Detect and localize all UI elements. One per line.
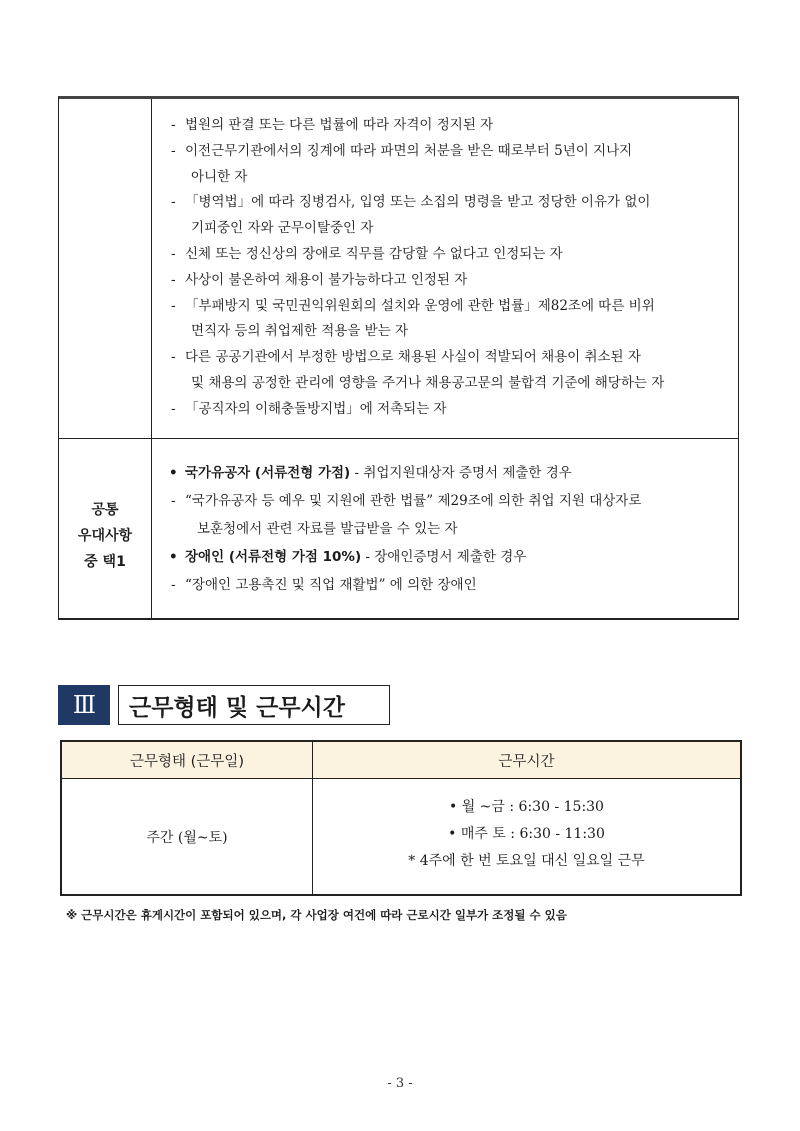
disabled-preference <box>167 543 737 571</box>
dash-icon: - <box>171 577 176 593</box>
preference-label-line: 우대사항 <box>77 528 133 544</box>
qualification-table <box>58 96 739 620</box>
disqualification-item <box>171 397 736 423</box>
veteran-detail <box>167 487 737 515</box>
dash-icon: - <box>171 349 176 366</box>
preference-label <box>59 451 151 621</box>
table-row-divider <box>59 438 738 439</box>
table-column-divider <box>151 99 152 618</box>
disqualification-item <box>171 190 736 216</box>
work-hours-table <box>60 740 742 896</box>
disqualification-item <box>171 242 736 268</box>
bullet-icon: • <box>169 465 178 481</box>
disqualification-text: 기피중인 자와 군무이탈중인 자 <box>191 220 374 237</box>
dash-icon: - <box>171 117 176 133</box>
dash-icon: - <box>171 194 176 211</box>
disqualification-text: 및 채용의 공정한 관리에 영향을 주거나 채용공고문의 불합격 기준에 해당하는 자 <box>191 374 665 391</box>
dash-icon: - <box>171 142 176 159</box>
work-type-value: 주간 (월~토) <box>146 829 228 846</box>
dash-icon: - <box>171 400 176 417</box>
footnote: ※ 근무시간은 휴게시간이 포함되어 있으며, 각 사업장 여건에 따라 근로시간 일부가 조정될 수 있음 <box>66 908 567 922</box>
disqualification-text: 법원의 판결 또는 다른 법률에 따라 자격이 정지된 자 <box>185 117 494 133</box>
disqualification-text: 다른 공공기관에서 부정한 방법으로 채용된 사실이 적발되어 채용이 취소된 자 <box>185 349 641 366</box>
disqualification-item <box>171 216 736 242</box>
disqualification-text: 아니한 자 <box>191 168 248 185</box>
disqualification-item <box>171 294 736 320</box>
header-work-type: 근무형태 (근무일) <box>130 753 244 770</box>
disabled-title: 장애인 (서류전형 가점 10%) <box>185 549 362 565</box>
disqualification-text: 사상이 불온하여 채용이 불가능하다고 인정된 자 <box>185 271 468 288</box>
disqualification-item <box>171 371 736 397</box>
page-number: - 3 - <box>387 1076 413 1091</box>
disabled-detail <box>167 571 737 599</box>
dash-icon: - <box>171 297 176 314</box>
disqualification-list <box>171 113 736 423</box>
section-title-text: 근무형태 및 근무시간 <box>129 694 345 721</box>
disqualification-text: 신체 또는 정신상의 장애로 직무를 감당할 수 없다고 인정되는 자 <box>185 245 563 262</box>
dash-icon: - <box>171 271 176 288</box>
veteran-preference <box>167 459 737 487</box>
bullet-icon: • <box>169 549 178 565</box>
hours-note: * 4주에 한 번 토요일 대신 일요일 근무 <box>408 853 645 869</box>
veteran-detail-line: “국가유공자 등 예우 및 지원에 관한 법률” 제29조에 의한 취업 지원 대상자로 <box>185 493 642 509</box>
work-hours-value <box>313 794 740 875</box>
disqualification-item <box>171 139 736 165</box>
preference-label-line: 중 택1 <box>84 554 126 570</box>
disqualification-text: 「부패방지 및 국민권익위원회의 설치와 운영에 관한 법률」제82조에 따른 비위 <box>185 297 655 314</box>
veteran-title: 국가유공자 (서류전형 가점) <box>185 465 351 481</box>
disqualification-item <box>171 268 736 294</box>
work-table-header <box>62 742 740 779</box>
dash-icon: - <box>171 493 176 509</box>
disqualification-item <box>171 165 736 191</box>
disqualification-item <box>171 345 736 371</box>
disabled-detail-line: “장애인 고용촉진 및 직업 재활법” 에 의한 장애인 <box>185 577 477 593</box>
veteran-detail-cont: 보훈청에서 관련 자료를 발급받을 수 있는 자 <box>197 521 458 537</box>
hours-weekday: • 월 ~금 : 6:30 - 15:30 <box>449 799 604 815</box>
section-title <box>118 685 390 725</box>
hours-saturday: • 매주 토 : 6:30 - 11:30 <box>448 826 605 842</box>
preference-list <box>167 459 737 599</box>
header-work-hours: 근무시간 <box>498 753 555 770</box>
disqualification-text: 「공직자의 이해충돌방지법」에 저촉되는 자 <box>185 400 447 417</box>
disabled-desc: - 장애인증명서 제출한 경우 <box>361 549 527 565</box>
section-number: Ⅲ <box>58 685 110 725</box>
preference-label-line: 공통 <box>91 502 119 518</box>
disqualification-item <box>171 319 736 345</box>
veteran-desc: - 취업지원대상자 증명서 제출한 경우 <box>350 465 572 481</box>
disqualification-item <box>171 113 736 139</box>
disqualification-text: 이전근무기관에서의 징계에 따라 파면의 처분을 받은 때로부터 5년이 지나지 <box>185 142 633 159</box>
disqualification-text: 면직자 등의 취업제한 적용을 받는 자 <box>191 323 409 340</box>
disqualification-text: 「병역법」에 따라 징병검사, 입영 또는 소집의 명령을 받고 정당한 이유가 없이 <box>185 194 651 211</box>
dash-icon: - <box>171 245 176 262</box>
